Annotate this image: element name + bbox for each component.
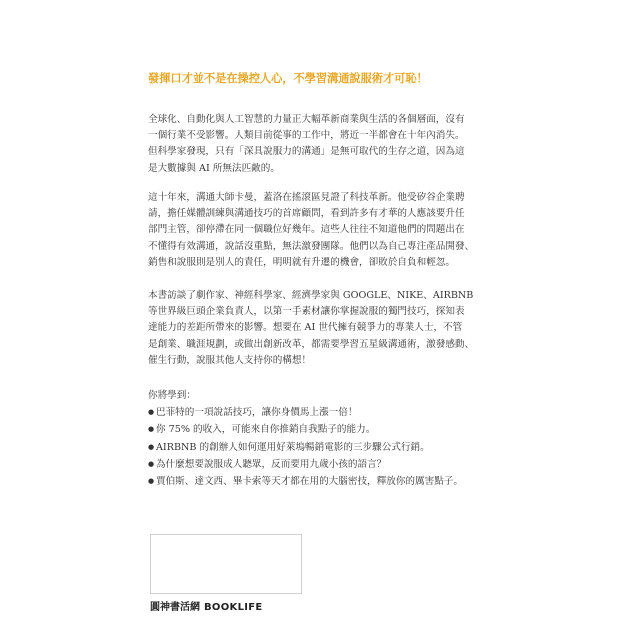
paragraph-line: 是大數據與 AI 所無法匹敵的。: [148, 162, 280, 174]
paragraph-line: 達能力的差距所帶來的影響。想要在 AI 世代擁有競爭力的專業人士，不管: [148, 322, 463, 334]
paragraph-line: 銷售和說服則是別人的責任，明明就有升遷的機會，卻敗於自負和輕忽。: [148, 256, 455, 268]
paragraph-line: 這十年來，溝通大師卡曼，蓋洛在搖滾區見證了科技革新。他受矽谷企業聘: [148, 192, 465, 203]
paragraph-3: [148, 288, 498, 369]
paragraph-1: [148, 112, 498, 177]
paragraph-2: [148, 190, 498, 271]
bullet-icon: ●: [148, 442, 155, 451]
paragraph-line: 但科學家發現，只有「深具說服力的溝通」是無可取代的生存之道，因為這: [148, 146, 465, 158]
list-item: [148, 421, 498, 438]
blank-image-placeholder: [150, 534, 302, 594]
list-item-text: 你 75% 的收入，可能來自你推銷自我點子的能力。: [156, 424, 376, 436]
bullet-icon: ●: [148, 408, 155, 417]
paragraph-line: 本書訪談了劇作家、神經科學家、經濟學家與 GOOGLE、NIKE、AIRBNB: [148, 290, 474, 301]
list-item-text: AIRBNB 的創辦人如何運用好萊塢暢銷電影的三步驟公式行銷。: [156, 441, 430, 453]
paragraph-line: 是創業、職涯規劃，或做出創新改革，都需要學習五星級溝通術，激發感動、: [148, 338, 475, 350]
list-item-text: 為什麼想要說服成人聽眾，反而要用九歲小孩的語言？: [156, 458, 387, 470]
list-item: [148, 473, 498, 490]
paragraph-line: 全球化、自動化與人工智慧的力量正大幅革新商業與生活的各個層面，沒有: [148, 114, 465, 125]
learn-intro: 你將學到：: [148, 390, 196, 401]
brand-name-zh: 圓神書活網: [150, 602, 200, 613]
list-item-text: 賈伯斯、達文西、畢卡索等天才都在用的大腦密技，釋放你的厲害點子。: [156, 476, 463, 488]
paragraph-line: 請，擔任媒體訓練與溝通技巧的首席顧問，看到許多有才華的人應該要升任: [148, 208, 465, 220]
list-item-text: 巴菲特的一項說話技巧，讓你身價馬上漲一倍！: [156, 407, 358, 419]
brand-logo: [150, 598, 263, 613]
headline: 發揮口才並不是在操控人心，不學習溝通說服術才可恥！: [148, 71, 428, 85]
brand-name-en: BOOKLIFE: [204, 602, 263, 613]
bullet-icon: ●: [148, 459, 155, 468]
paragraph-line: 催生行動，說服其他人支持你的構想！: [148, 354, 312, 366]
list-item: [148, 456, 498, 473]
paragraph-line: 一個行業不受影響。人類目前從事的工作中，將近一半都會在十年內消失。: [148, 130, 465, 142]
paragraph-line: 不懂得有效溝通，說話沒重點，無法激發團隊。他們以為自己專注產品開發、: [148, 240, 475, 252]
list-item: [148, 439, 498, 456]
paragraph-line: 等世界級巨頭企業負責人，以第一手素材讓你掌握說服的獨門技巧，探知表: [148, 306, 465, 318]
learn-list: [148, 388, 498, 490]
bullet-icon: ●: [148, 425, 155, 434]
list-item: [148, 404, 498, 421]
paragraph-line: 部門主管，卻停滯在同一個職位好幾年。這些人往往不知道他們的問題出在: [148, 224, 465, 236]
bullet-icon: ●: [148, 477, 155, 486]
